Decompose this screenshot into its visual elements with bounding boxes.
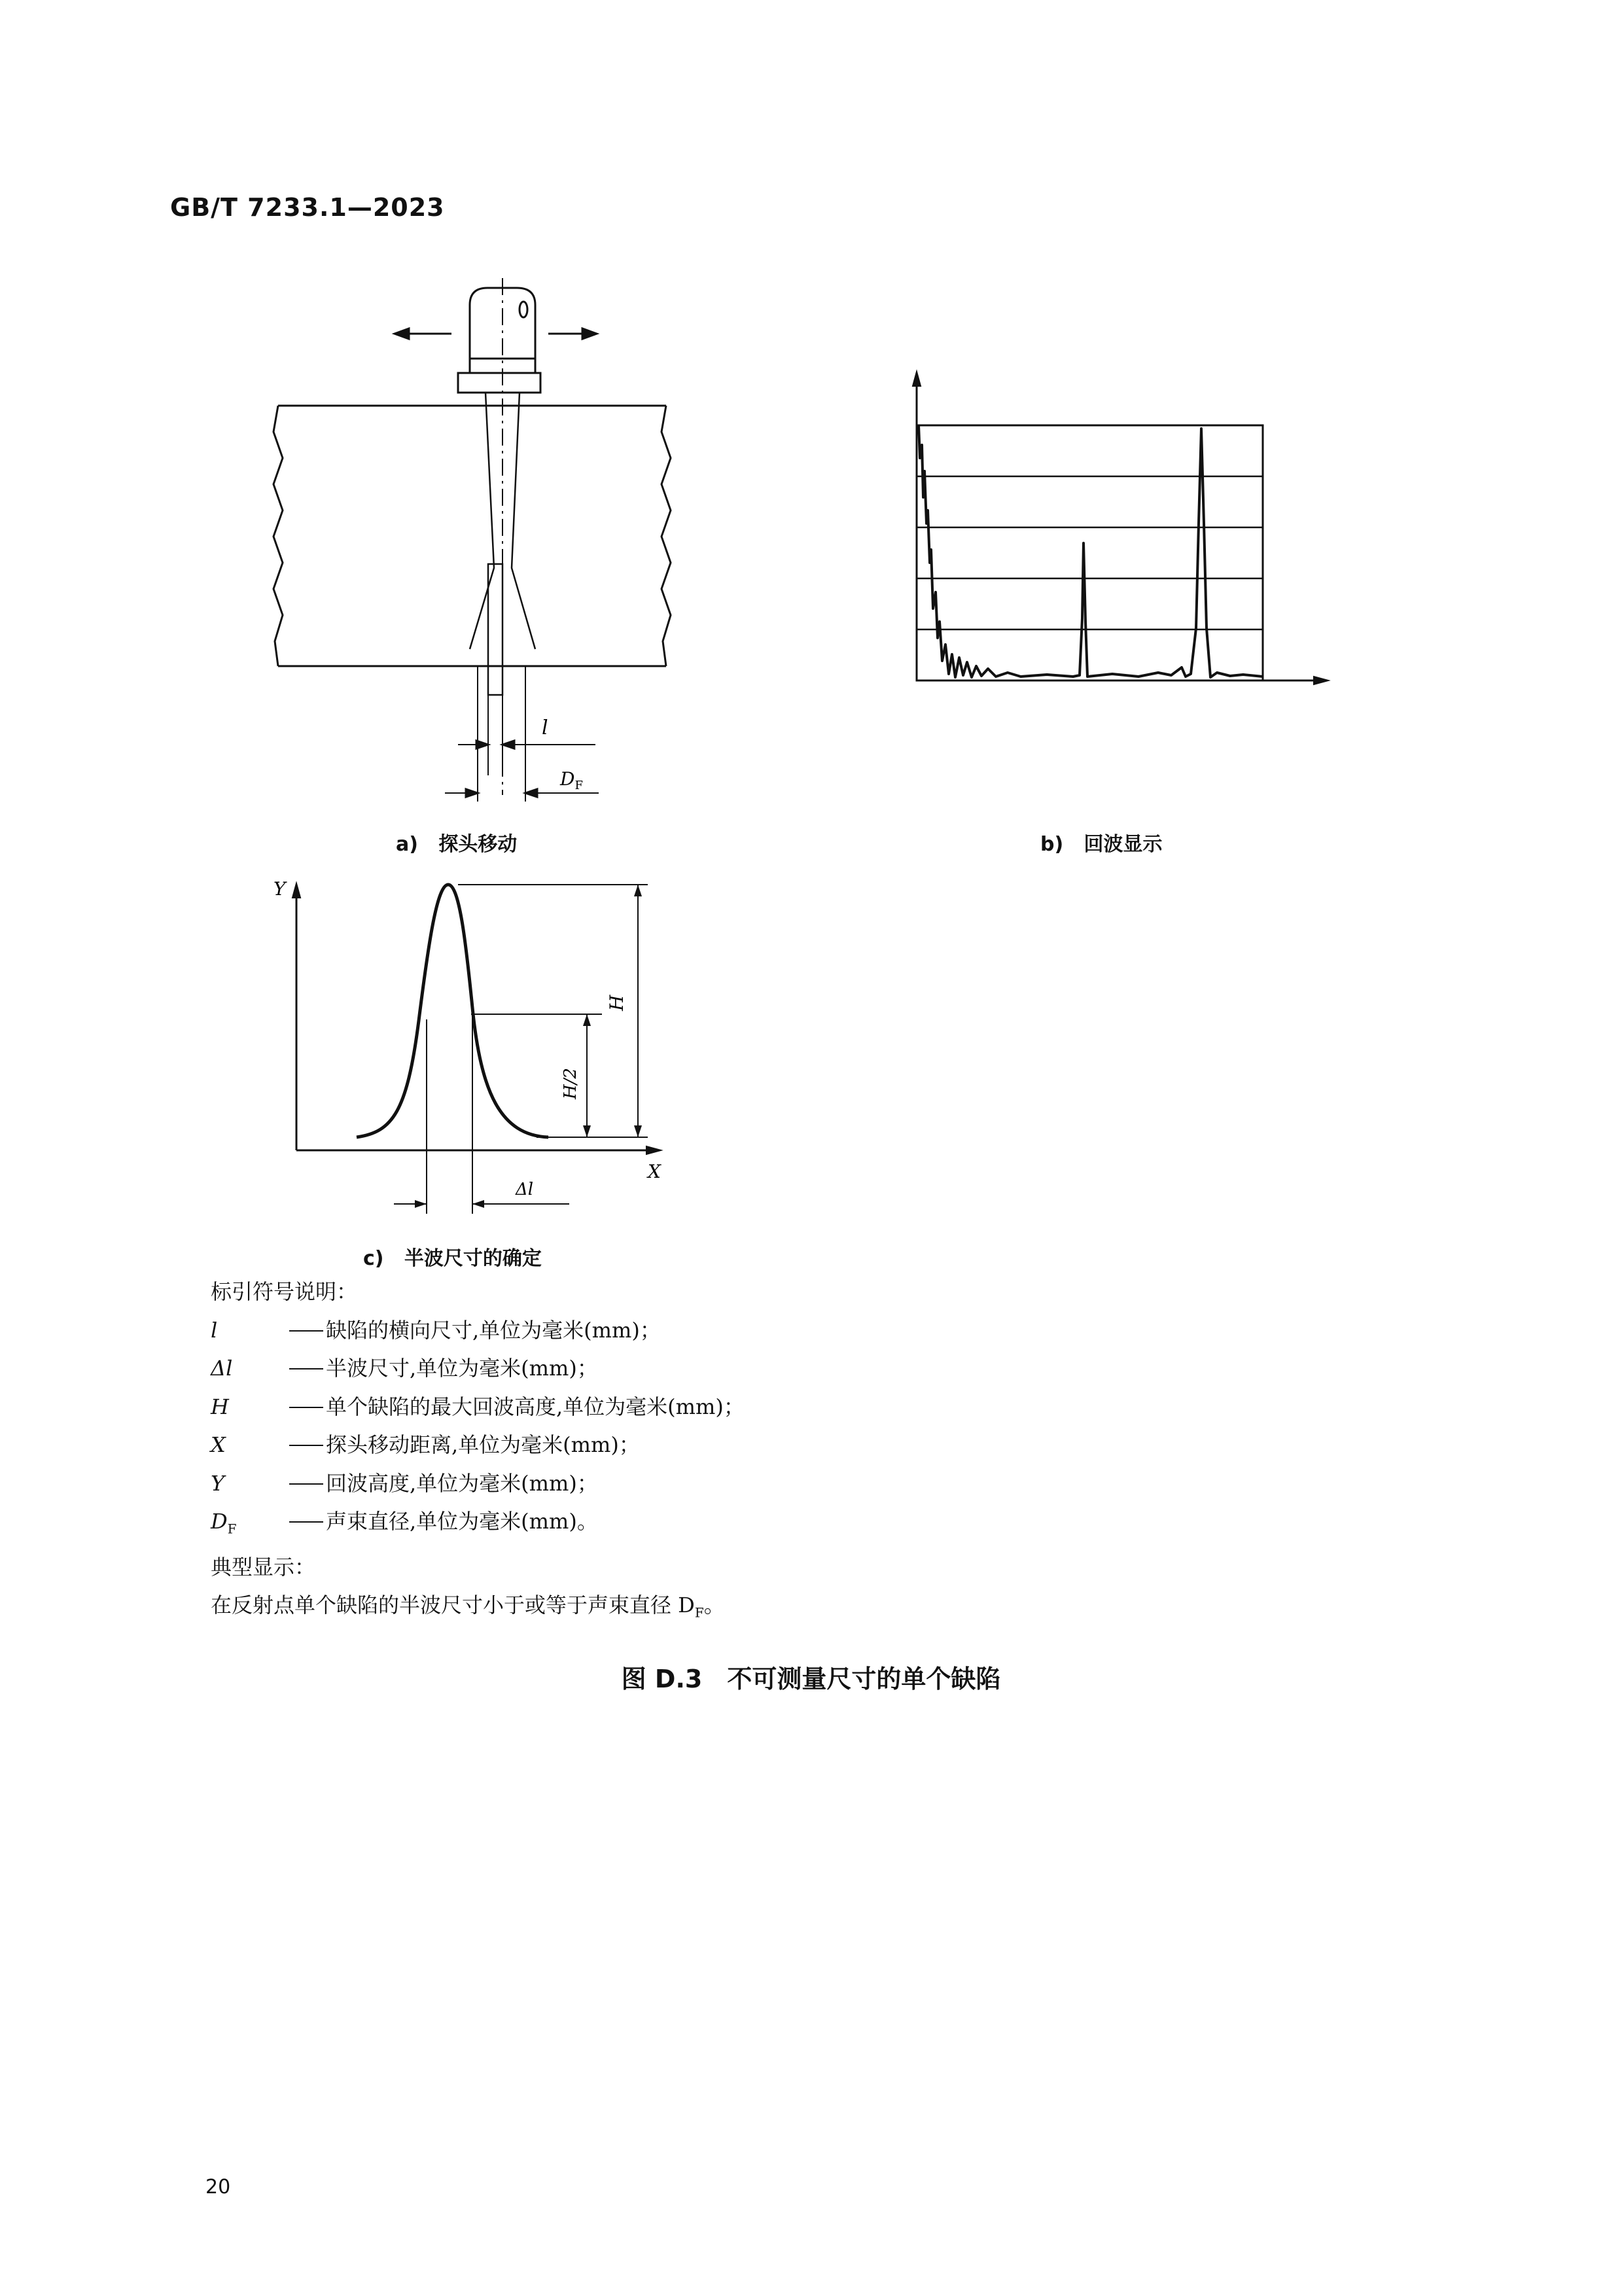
legend-text: 探头移动距离,单位为毫米(mm)；: [326, 1432, 640, 1457]
legend-text: 回波高度,单位为毫米(mm)；: [326, 1470, 598, 1496]
c-h2-label: H/2: [561, 1068, 580, 1099]
document-header: GB/T 7233.1—2023: [170, 193, 445, 222]
legend-symbol: Δl: [211, 1356, 233, 1381]
legend-symbol: $D_F$: [211, 1509, 237, 1537]
legend-item: [211, 1388, 745, 1426]
caption-c-label: c): [363, 1247, 384, 1270]
caption-a-text: 探头移动: [438, 833, 518, 856]
c-h-label: H: [606, 995, 627, 1011]
legend-item: [211, 1349, 745, 1388]
c-x-label: X: [648, 1161, 661, 1182]
caption-c: [363, 1242, 542, 1271]
typical-display-text: 在反射点单个缺陷的半波尺寸小于或等于声束直径 $D_F$。: [211, 1593, 725, 1621]
legend-text: 半波尺寸,单位为毫米(mm)；: [326, 1356, 598, 1381]
legend-symbol: X: [211, 1432, 226, 1457]
legend-item: [211, 1311, 745, 1350]
caption-a-label: a): [396, 833, 418, 856]
figure-title: 图 D.3 不可测量尺寸的单个缺陷: [621, 1665, 1001, 1693]
dim-df-subscript: F: [574, 779, 583, 792]
typical-display-heading: 典型显示：: [211, 1554, 316, 1580]
legend-text: 缺陷的横向尺寸,单位为毫米(mm)；: [326, 1317, 661, 1343]
legend-item: [211, 1502, 745, 1548]
legend-symbol: l: [211, 1317, 218, 1343]
legend-heading: 标引符号说明：: [211, 1279, 358, 1304]
c-y-label: Y: [273, 878, 286, 900]
caption-b-label: b): [1040, 833, 1064, 856]
page-number: 20: [205, 2176, 231, 2199]
c-amplitude-curve: [357, 885, 548, 1137]
legend-symbol: H: [211, 1394, 229, 1419]
c-dl-label: Δl: [516, 1180, 534, 1199]
legend-text: 声束直径,单位为毫米(mm)。: [326, 1509, 598, 1534]
dim-l-label: l: [542, 716, 548, 739]
caption-c-text: 半波尺寸的确定: [404, 1247, 542, 1270]
dim-df-label: D: [560, 768, 575, 790]
legend-symbol: Y: [211, 1470, 225, 1496]
symbol-legend: [211, 1273, 745, 1632]
legend-item: [211, 1426, 745, 1464]
legend-item: [211, 1464, 745, 1503]
legend-text: 单个缺陷的最大回波高度,单位为毫米(mm)；: [326, 1394, 745, 1419]
caption-b-text: 回波显示: [1084, 833, 1163, 856]
